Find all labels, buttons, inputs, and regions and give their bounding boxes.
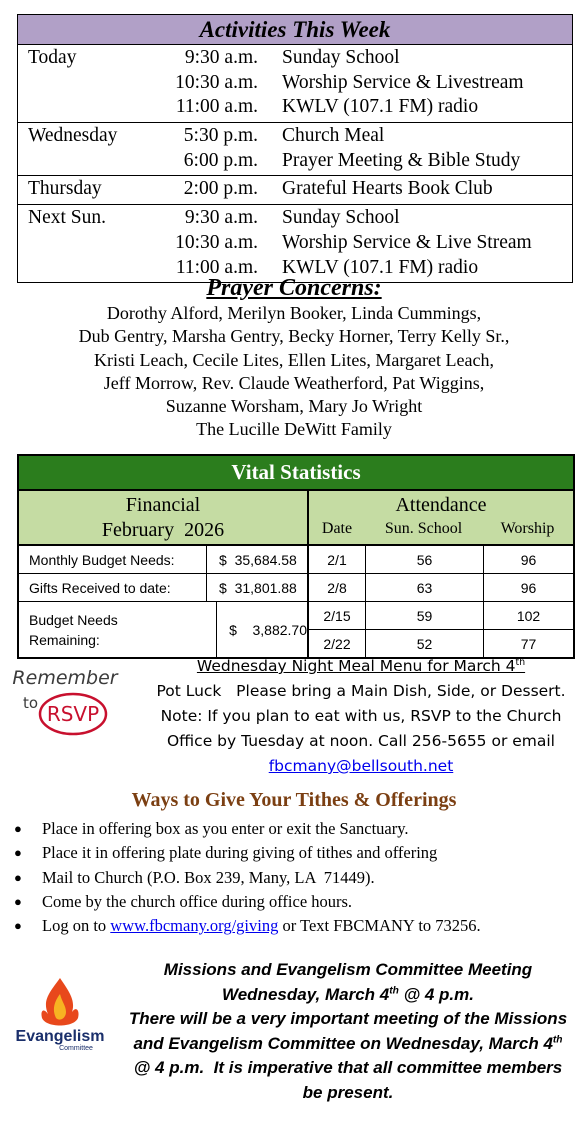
activity-name: Church Meal (282, 125, 385, 147)
list-item: ● Place it in offering plate during giving of tithes and offering (14, 841, 584, 865)
activity-time: 11:00 a.m. (175, 256, 258, 278)
ways-list (14, 817, 584, 938)
activity-row (18, 95, 572, 120)
activity-group (18, 123, 572, 176)
evangelism-logo-word: Evangelism (15, 1028, 105, 1045)
activity-row (18, 46, 572, 71)
financial-label: Gifts Received to date: (19, 574, 207, 601)
activity-time: 2:00 p.m. (183, 178, 258, 200)
activity-row (18, 124, 572, 149)
activity-day (18, 95, 146, 120)
vital-subheader (19, 491, 573, 546)
prayer-line: Dub Gentry, Marsha Gentry, Becky Horner, Terry Kelly Sr., (78, 326, 510, 347)
attendance-date: 2/15 (309, 602, 366, 629)
prayer-concerns (0, 274, 588, 442)
prayer-line: Kristi Leach, Cecile Lites, Ellen Lites, Margaret Leach, (93, 349, 494, 370)
activity-day (18, 71, 146, 96)
prayer-line: Suzanne Worsham, Mary Jo Wright (165, 396, 423, 417)
activity-name: Prayer Meeting & Bible Study (282, 149, 521, 171)
bullet-icon: ● (14, 893, 22, 909)
attendance-worship: 96 (520, 579, 537, 596)
financial-label: Budget Needs Remaining: (19, 602, 217, 657)
col-worship-header: Worship (500, 520, 555, 537)
activity-name: KWLV (107.1 FM) radio (282, 256, 479, 278)
activity-day (18, 149, 146, 174)
flame-icon (15, 972, 105, 1052)
activity-time: 9:30 a.m. (184, 207, 258, 229)
missions-date: Wednesday, March 4th @ 4 p.m. (221, 984, 474, 1004)
financial-row (19, 574, 307, 602)
attendance-school: 59 (366, 602, 484, 629)
activity-group (18, 205, 572, 282)
meal-line: Pot Luck Please bring a Main Dish, Side, or Dessert. (156, 682, 566, 700)
attendance-date: 2/22 (309, 630, 366, 657)
activity-row (18, 71, 572, 96)
attendance-worship: 77 (520, 635, 537, 652)
meal-line: Office by Tuesday at noon. Call 256-5655 or email (166, 732, 555, 750)
activity-name: Worship Service & Livestream (282, 71, 524, 93)
activity-time: 10:30 a.m. (175, 71, 258, 93)
bullet-icon: ● (14, 918, 22, 934)
financial-value: $ 35,684.58 (219, 551, 297, 568)
evangelism-logo-sub: Committee (59, 1045, 93, 1052)
activities-groups (18, 45, 572, 282)
rsvp-line3: RSVP (46, 702, 100, 726)
activity-day: Thursday (28, 178, 102, 200)
attendance-row (309, 602, 573, 630)
attendance-row (309, 546, 573, 574)
activity-day: Today (28, 47, 77, 68)
meal-line: Note: If you plan to eat with us, RSVP to the Church (160, 707, 562, 725)
email-link[interactable]: fbcmany@bellsouth.net (268, 757, 454, 775)
missions-body: @ 4 p.m. It is imperative that all committee members (133, 1058, 563, 1077)
activity-name: Grateful Hearts Book Club (282, 178, 493, 200)
activity-time: 9:30 a.m. (184, 47, 258, 68)
attendance-school: 56 (366, 546, 484, 573)
bullet-icon: ● (14, 821, 22, 836)
activity-name: Sunday School (282, 47, 400, 68)
meal-notice (148, 654, 574, 779)
financial-label: Monthly Budget Needs: (19, 546, 207, 573)
missions-body: be present. (302, 1082, 394, 1102)
bullet-icon: ● (14, 869, 22, 885)
bullet-icon: ● (14, 845, 22, 861)
activities-table (17, 14, 573, 283)
attendance-worship: 96 (520, 551, 537, 568)
rsvp-line2: to (23, 694, 39, 712)
col-school-header: Sun. School (384, 520, 463, 537)
giving-link[interactable]: www.fbcmany.org/giving (110, 916, 279, 936)
attendance-worship: 102 (516, 607, 541, 624)
missions-title: Missions and Evangelism Committee Meeting (163, 960, 533, 979)
activity-time: 6:00 p.m. (183, 149, 258, 171)
financial-row (19, 546, 307, 574)
list-item: ● Log on to www.fbcmany.org/giving or Text FBCMANY to 73256. (14, 914, 584, 938)
activity-group (18, 176, 572, 205)
meal-title: Wednesday Night Meal Menu for March 4th (196, 656, 526, 675)
attendance-date: 2/1 (309, 546, 366, 573)
prayer-title: Prayer Concerns: (206, 275, 382, 301)
financial-row (19, 602, 307, 657)
vital-statistics-table (17, 454, 575, 659)
attendance-title: Attendance (395, 494, 487, 516)
activity-day (18, 231, 146, 256)
activity-name: Sunday School (282, 207, 400, 229)
financial-title: Financial (125, 494, 201, 516)
activity-row (18, 206, 572, 231)
list-item: ● Place in offering box as you enter or exit the Sanctuary. (14, 817, 584, 841)
activity-row (18, 177, 572, 202)
activity-group (18, 45, 572, 123)
activity-day: Wednesday (28, 125, 118, 147)
activity-time: 11:00 a.m. (175, 96, 258, 118)
prayer-line: The Lucille DeWitt Family (196, 419, 392, 440)
attendance-date: 2/8 (309, 574, 366, 601)
financial-body (19, 546, 309, 657)
rsvp-badge-icon (12, 660, 118, 738)
financial-header (19, 491, 309, 544)
activity-name: Worship Service & Live Stream (282, 231, 532, 253)
activity-row (18, 231, 572, 256)
col-date-header: Date (321, 520, 353, 537)
activity-time: 5:30 p.m. (183, 125, 258, 147)
list-item: ● Come by the church office during office hours. (14, 890, 584, 914)
prayer-line: Jeff Morrow, Rev. Claude Weatherford, Pat Wiggins, (103, 372, 485, 393)
rsvp-line1: Remember (12, 667, 118, 689)
financial-value: $ 31,801.88 (219, 579, 297, 596)
missions-body: There will be a very important meeting of the Missions (128, 1009, 568, 1028)
attendance-school: 63 (366, 574, 484, 601)
attendance-body (309, 546, 573, 657)
attendance-row (309, 630, 573, 657)
activity-day: Next Sun. (28, 207, 106, 229)
activity-row (18, 149, 572, 174)
financial-value: $ 3,882.70 (229, 621, 307, 638)
attendance-school: 52 (366, 630, 484, 657)
activity-name: KWLV (107.1 FM) radio (282, 96, 479, 118)
missions-body: and Evangelism Committee on Wednesday, March 4th (133, 1033, 563, 1053)
list-item: ● Mail to Church (P.O. Box 239, Many, LA 71449). (14, 866, 584, 890)
activities-title: Activities This Week (18, 15, 572, 45)
vital-title: Vital Statistics (19, 456, 573, 491)
financial-period: February 2026 (101, 519, 225, 541)
attendance-row (309, 574, 573, 602)
activity-time: 10:30 a.m. (175, 231, 258, 253)
missions-notice (118, 958, 578, 1105)
prayer-line: Dorothy Alford, Merilyn Booker, Linda Cummings, (106, 303, 482, 323)
ways-title: Ways to Give Your Tithes & Offerings (131, 789, 457, 811)
attendance-header (309, 491, 573, 544)
